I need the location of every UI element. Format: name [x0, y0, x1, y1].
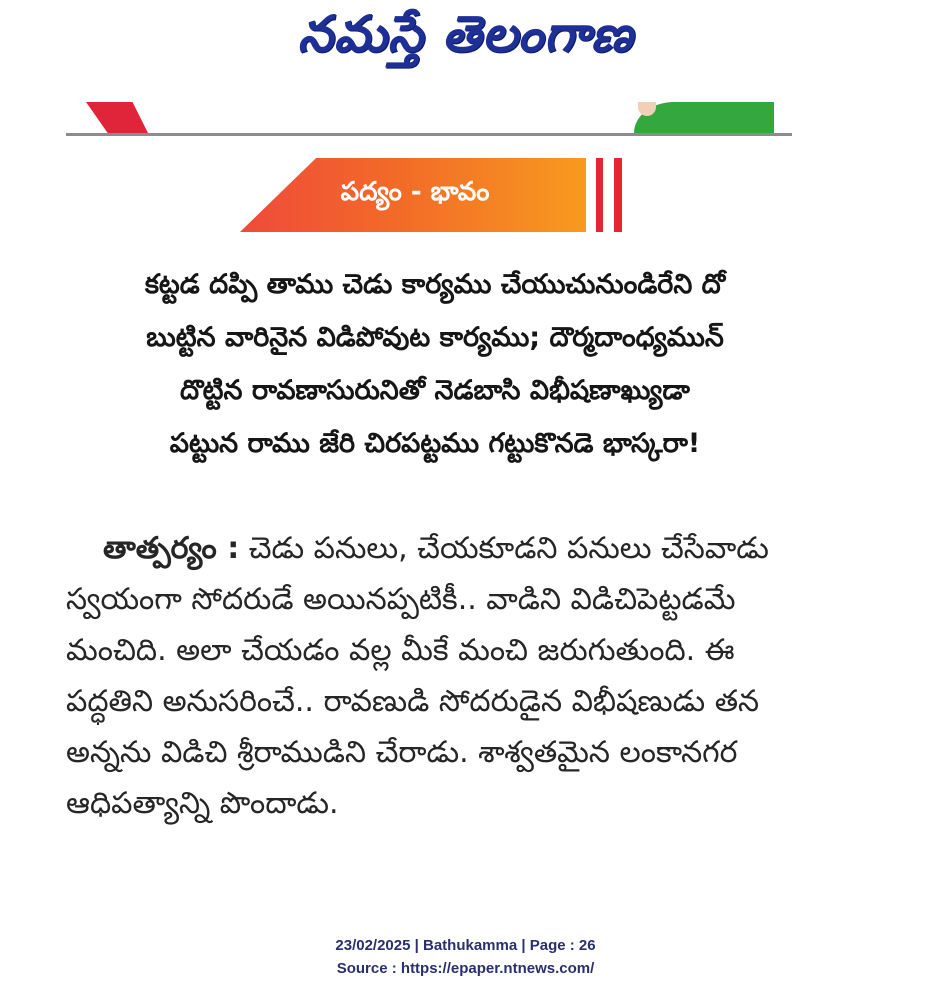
horizontal-rule	[66, 133, 792, 136]
poem-line-2: బుట్టిన వారినైన విడిపోవుట కార్యము; దౌర్మదాంధ్యమున్	[146, 322, 724, 353]
poem-line-3: దొట్టిన రావణాసురునితో నెడబాసి విభీషణాఖ్యుడా	[180, 375, 690, 406]
red-wedge-graphic	[86, 102, 148, 133]
meaning-text: చెడు పనులు, చేయకూడని పనులు చేసేవాడు స్వయంగా సోదరుడే అయినప్పటికీ.. వాడిని విడిచిపెట్టడమే మంచిది. అలా చేయడం వల్ల మీకే మంచి జరుగుతుంది. ఈ పద్ధతిని అనుసరించే.. రావణుడి సోదరుడైన విభీషణుడు తన అన్నను విడిచి శ్రీరాముడిని చేరాడు. శాశ్వతమైన లంకానగర ఆధిపత్యాన్ని పొందాడు.	[66, 531, 769, 821]
footer	[0, 934, 931, 980]
poem-line-4: పట్టున రాము జేరి చిరపట్టము గట్టుకొనడె భాస్కరా!	[169, 428, 701, 459]
masthead-logo: నమస్తే తెలంగాణ	[297, 4, 634, 63]
footer-date-line: 23/02/2025 | Bathukamma | Page : 26	[335, 937, 596, 954]
poem-verse	[50, 258, 820, 470]
meaning-paragraph	[66, 523, 786, 829]
green-graphic	[634, 102, 774, 133]
poem-line-1: కట్టడ దప్పి తాము చెడు కార్యము చేయుచునుండిరేని దో	[144, 269, 726, 300]
header-strip	[66, 100, 792, 136]
section-title: పద్యం - భావం	[340, 177, 490, 207]
footer-source-line: Source : https://epaper.ntnews.com/	[336, 960, 595, 977]
banner-bar-1	[596, 158, 603, 232]
figure-graphic	[638, 102, 656, 116]
banner-bar-2	[614, 158, 622, 232]
meaning-label: తాత్పర్యం :	[103, 531, 240, 566]
